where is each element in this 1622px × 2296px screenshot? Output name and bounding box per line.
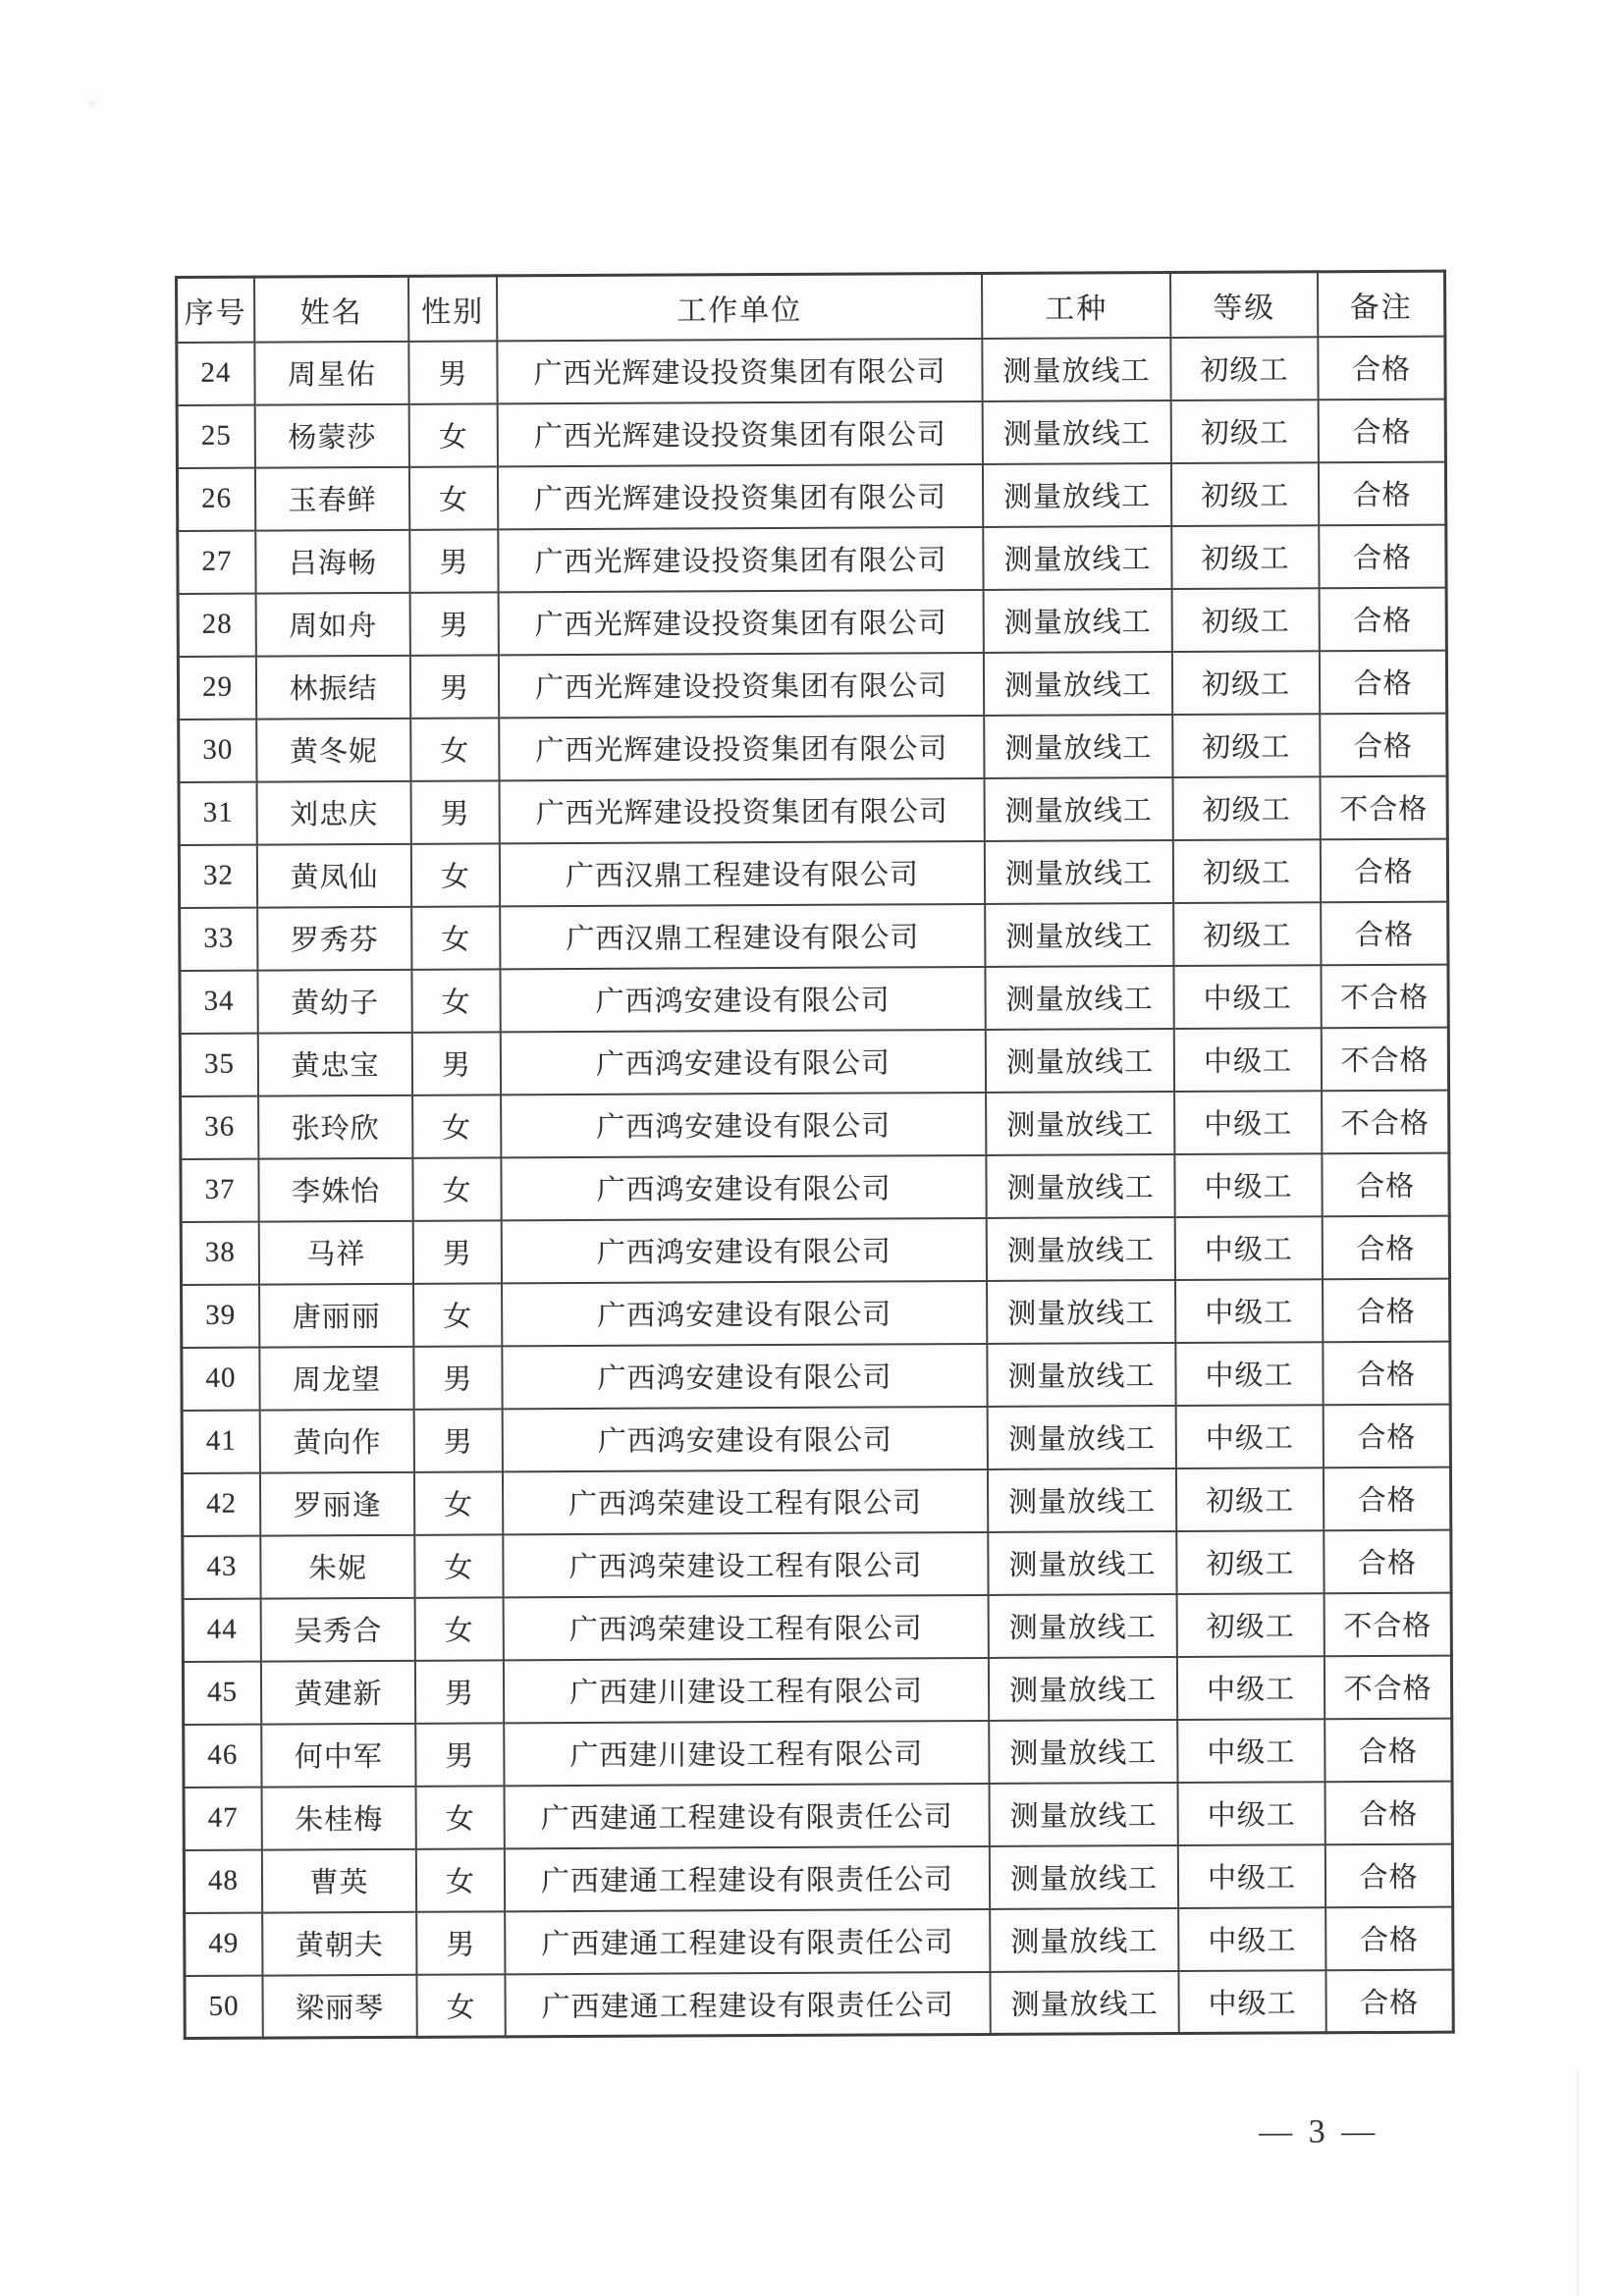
column-header-company: 工作单位 <box>497 273 982 340</box>
cell-level: 初级工 <box>1176 1530 1324 1594</box>
cell-no: 39 <box>182 1284 260 1347</box>
cell-gender: 女 <box>413 1283 502 1346</box>
table-row <box>184 1718 1452 1787</box>
table-row <box>183 1655 1451 1724</box>
cell-trade: 测量放线工 <box>989 1720 1177 1784</box>
cell-trade: 测量放线工 <box>990 1845 1178 1909</box>
cell-level: 中级工 <box>1174 1153 1322 1217</box>
cell-gender: 女 <box>416 1974 505 2037</box>
cell-no: 40 <box>182 1347 260 1410</box>
cell-remark: 合格 <box>1325 1906 1453 1970</box>
cell-trade: 测量放线工 <box>987 1280 1175 1344</box>
cell-trade: 测量放线工 <box>982 338 1170 401</box>
cell-no: 44 <box>183 1598 261 1661</box>
cell-company: 广西建通工程建设有限责任公司 <box>505 1845 990 1910</box>
table-row <box>182 1278 1450 1347</box>
cell-name: 曹英 <box>262 1848 416 1912</box>
column-header-no: 序号 <box>177 277 255 342</box>
cell-name: 黄向作 <box>260 1409 414 1472</box>
cell-level: 初级工 <box>1172 651 1320 715</box>
column-header-remark: 备注 <box>1318 271 1445 337</box>
cell-remark: 不合格 <box>1321 964 1448 1028</box>
cell-no: 31 <box>179 781 257 844</box>
cell-company: 广西鸿安建设有限公司 <box>501 1029 986 1094</box>
cell-level: 初级工 <box>1173 776 1321 840</box>
cell-no: 41 <box>182 1410 260 1472</box>
cell-trade: 测量放线工 <box>986 1029 1174 1093</box>
cell-gender: 男 <box>410 592 499 655</box>
cell-no: 37 <box>181 1158 259 1221</box>
cell-remark: 合格 <box>1325 1781 1453 1844</box>
cell-no: 26 <box>177 467 255 530</box>
cell-level: 初级工 <box>1172 714 1320 777</box>
cell-name: 玉春鲜 <box>255 466 409 530</box>
cell-gender: 女 <box>409 466 498 529</box>
cell-name: 朱桂梅 <box>262 1786 416 1849</box>
cell-trade: 测量放线工 <box>989 1657 1177 1721</box>
cell-name: 杨蒙莎 <box>255 403 409 467</box>
cell-name: 周星佑 <box>254 341 408 404</box>
table-header <box>177 271 1445 342</box>
cell-no: 29 <box>178 656 256 719</box>
cell-remark: 合格 <box>1323 1278 1450 1342</box>
cell-name: 黄忠宝 <box>258 1032 412 1095</box>
certification-results-table <box>175 270 1455 2040</box>
cell-company: 广西建川建设工程有限公司 <box>504 1657 989 1722</box>
cell-remark: 合格 <box>1324 1467 1451 1530</box>
cell-remark: 合格 <box>1324 1404 1451 1468</box>
cell-name: 黄建新 <box>261 1660 415 1724</box>
cell-level: 初级工 <box>1172 588 1320 652</box>
cell-name: 罗丽逢 <box>260 1471 414 1535</box>
cell-trade: 测量放线工 <box>985 966 1173 1030</box>
cell-level: 初级工 <box>1171 462 1319 526</box>
table-row <box>181 1152 1449 1221</box>
cell-level: 初级工 <box>1177 1593 1325 1657</box>
cell-remark: 合格 <box>1320 587 1447 651</box>
cell-no: 45 <box>183 1661 261 1724</box>
cell-company: 广西光辉建设投资集团有限公司 <box>499 652 984 717</box>
table-row <box>179 775 1447 844</box>
cell-level: 初级工 <box>1171 525 1319 589</box>
cell-level: 中级工 <box>1174 1028 1322 1092</box>
cell-gender: 女 <box>412 1157 501 1220</box>
scan-line-artifact <box>1577 2069 1579 2296</box>
cell-name: 周如舟 <box>256 592 410 656</box>
scan-smudge-artifact <box>86 99 98 108</box>
cell-name: 黄凤仙 <box>257 843 411 907</box>
cell-level: 中级工 <box>1178 1844 1325 1908</box>
cell-trade: 测量放线工 <box>985 903 1173 967</box>
table-row <box>182 1404 1450 1472</box>
cell-name: 刘忠庆 <box>257 780 411 844</box>
cell-remark: 合格 <box>1322 1152 1449 1216</box>
cell-remark: 合格 <box>1323 1341 1450 1405</box>
cell-remark: 合格 <box>1325 1843 1453 1907</box>
table-row <box>180 964 1448 1033</box>
cell-remark: 合格 <box>1319 524 1446 588</box>
cell-gender: 女 <box>414 1534 503 1597</box>
cell-gender: 女 <box>416 1786 505 1848</box>
cell-remark: 合格 <box>1320 650 1447 714</box>
cell-trade: 测量放线工 <box>987 1343 1175 1407</box>
cell-remark: 合格 <box>1320 713 1447 776</box>
table-row <box>184 1781 1452 1849</box>
cell-company: 广西鸿荣建设工程有限公司 <box>504 1594 989 1659</box>
table-row <box>181 1090 1449 1158</box>
cell-name: 张玲欣 <box>258 1095 412 1158</box>
cell-no: 50 <box>185 1975 263 2038</box>
cell-no: 43 <box>183 1535 261 1598</box>
cell-trade: 测量放线工 <box>983 526 1171 590</box>
cell-gender: 男 <box>412 1032 501 1095</box>
table-row <box>181 1215 1449 1284</box>
cell-trade: 测量放线工 <box>990 1783 1178 1846</box>
table-row <box>178 650 1446 719</box>
table-row <box>183 1529 1451 1598</box>
cell-trade: 测量放线工 <box>986 1092 1174 1155</box>
cell-name: 李姝怡 <box>258 1157 412 1221</box>
cell-gender: 女 <box>416 1848 505 1911</box>
cell-level: 中级工 <box>1178 1907 1325 1971</box>
cell-gender: 男 <box>413 1346 502 1409</box>
cell-gender: 女 <box>411 843 500 906</box>
cell-gender: 男 <box>411 780 500 843</box>
page-number: — 3 — <box>1259 2113 1379 2151</box>
cell-trade: 测量放线工 <box>988 1406 1176 1469</box>
cell-gender: 女 <box>411 969 500 1032</box>
cell-remark: 不合格 <box>1322 1090 1449 1153</box>
cell-no: 32 <box>179 844 257 907</box>
table-row <box>179 713 1447 781</box>
cell-company: 广西建通工程建设有限责任公司 <box>505 1971 990 2036</box>
cell-name: 罗秀芬 <box>257 906 411 970</box>
cell-no: 30 <box>179 719 257 781</box>
cell-no: 38 <box>181 1221 259 1284</box>
cell-gender: 女 <box>411 906 500 969</box>
table-header-row <box>177 271 1445 342</box>
cell-name: 黄冬妮 <box>256 718 410 781</box>
cell-trade: 测量放线工 <box>987 1217 1175 1281</box>
cell-name: 马祥 <box>259 1220 413 1284</box>
cell-gender: 女 <box>414 1471 503 1534</box>
cell-trade: 测量放线工 <box>986 1154 1174 1218</box>
cell-level: 初级工 <box>1173 902 1321 966</box>
cell-no: 28 <box>178 593 256 656</box>
cell-no: 35 <box>180 1033 258 1095</box>
cell-trade: 测量放线工 <box>984 652 1172 716</box>
cell-gender: 女 <box>412 1095 501 1157</box>
cell-company: 广西鸿安建设有限公司 <box>500 966 985 1031</box>
cell-name: 黄朝夫 <box>262 1911 416 1975</box>
cell-level: 中级工 <box>1176 1405 1324 1468</box>
cell-trade: 测量放线工 <box>983 463 1171 527</box>
cell-remark: 合格 <box>1323 1215 1450 1279</box>
cell-gender: 女 <box>409 403 498 466</box>
cell-level: 初级工 <box>1171 400 1319 463</box>
cell-name: 周龙望 <box>259 1346 413 1410</box>
cell-gender: 男 <box>415 1723 504 1786</box>
cell-trade: 测量放线工 <box>983 400 1171 464</box>
cell-no: 49 <box>185 1912 263 1975</box>
cell-remark: 不合格 <box>1321 775 1448 839</box>
cell-company: 广西光辉建设投资集团有限公司 <box>500 777 985 842</box>
cell-company: 广西鸿荣建设工程有限公司 <box>503 1531 988 1596</box>
table-row <box>185 1906 1453 1975</box>
cell-company: 广西光辉建设投资集团有限公司 <box>499 589 984 654</box>
cell-level: 中级工 <box>1173 965 1321 1029</box>
cell-level: 中级工 <box>1175 1342 1323 1406</box>
table-body <box>177 336 1453 2038</box>
cell-gender: 男 <box>415 1660 504 1723</box>
cell-company: 广西鸿安建设有限公司 <box>503 1406 988 1470</box>
cell-company: 广西建通工程建设有限责任公司 <box>505 1783 990 1847</box>
cell-company: 广西光辉建设投资集团有限公司 <box>497 338 982 402</box>
cell-no: 46 <box>184 1724 262 1787</box>
table-row <box>180 901 1448 970</box>
cell-level: 中级工 <box>1177 1656 1325 1720</box>
cell-level: 中级工 <box>1177 1719 1325 1783</box>
cell-trade: 测量放线工 <box>984 715 1172 778</box>
cell-company: 广西鸿安建设有限公司 <box>502 1217 987 1282</box>
cell-name: 黄幼子 <box>257 969 411 1033</box>
table-row <box>182 1341 1450 1410</box>
table-row <box>178 524 1446 593</box>
table-row <box>183 1592 1451 1661</box>
cell-name: 唐丽丽 <box>259 1283 413 1347</box>
cell-trade: 测量放线工 <box>988 1468 1176 1532</box>
cell-name: 何中军 <box>261 1723 415 1787</box>
cell-level: 中级工 <box>1178 1970 1325 2034</box>
cell-gender: 女 <box>415 1597 504 1660</box>
cell-company: 广西汉鼎工程建设有限公司 <box>500 903 985 968</box>
cell-remark: 不合格 <box>1325 1655 1452 1719</box>
cell-company: 广西建通工程建设有限责任公司 <box>505 1908 990 1973</box>
cell-remark: 合格 <box>1319 461 1446 525</box>
column-header-name: 姓名 <box>254 276 408 342</box>
cell-remark: 不合格 <box>1325 1592 1452 1656</box>
cell-remark: 合格 <box>1325 1969 1453 2033</box>
cell-company: 广西光辉建设投资集团有限公司 <box>499 715 984 779</box>
table-row <box>177 336 1445 404</box>
cell-remark: 合格 <box>1321 901 1448 965</box>
table-row <box>185 1969 1453 2038</box>
cell-level: 初级工 <box>1170 337 1318 400</box>
cell-gender: 男 <box>413 1220 502 1283</box>
cell-company: 广西鸿安建设有限公司 <box>502 1280 987 1345</box>
column-header-level: 等级 <box>1170 272 1318 338</box>
cell-gender: 男 <box>408 341 497 403</box>
cell-trade: 测量放线工 <box>984 589 1172 653</box>
cell-remark: 合格 <box>1318 336 1445 400</box>
cell-gender: 男 <box>416 1911 505 1974</box>
cell-remark: 合格 <box>1324 1529 1451 1593</box>
cell-name: 梁丽琴 <box>262 1974 416 2038</box>
table-row <box>177 399 1445 467</box>
scan-content <box>175 270 1440 2151</box>
cell-remark: 不合格 <box>1322 1027 1449 1091</box>
cell-company: 广西光辉建设投资集团有限公司 <box>498 526 983 591</box>
cell-level: 中级工 <box>1175 1279 1323 1343</box>
cell-gender: 女 <box>410 718 499 780</box>
cell-company: 广西光辉建设投资集团有限公司 <box>498 463 983 528</box>
cell-no: 42 <box>182 1472 260 1535</box>
table-row <box>179 838 1447 907</box>
cell-trade: 测量放线工 <box>990 1971 1178 2035</box>
cell-name: 朱妮 <box>260 1534 414 1598</box>
cell-level: 初级工 <box>1173 839 1321 903</box>
table-row <box>178 587 1446 656</box>
table-row <box>184 1843 1452 1912</box>
cell-no: 34 <box>180 970 258 1033</box>
table-row <box>180 1027 1448 1095</box>
cell-level: 中级工 <box>1175 1216 1323 1280</box>
cell-trade: 测量放线工 <box>990 1908 1178 1972</box>
cell-remark: 合格 <box>1321 838 1448 902</box>
cell-company: 广西鸿安建设有限公司 <box>502 1343 987 1408</box>
cell-level: 初级工 <box>1176 1468 1324 1531</box>
cell-name: 林振结 <box>256 655 410 719</box>
table-row <box>182 1467 1450 1535</box>
cell-company: 广西建川建设工程有限公司 <box>504 1720 989 1785</box>
cell-no: 27 <box>178 530 256 593</box>
cell-name: 吴秀合 <box>261 1597 415 1661</box>
cell-remark: 合格 <box>1319 399 1446 462</box>
cell-company: 广西汉鼎工程建设有限公司 <box>500 840 985 905</box>
cell-remark: 合格 <box>1325 1718 1452 1782</box>
cell-no: 24 <box>177 342 255 404</box>
table-row <box>177 461 1445 530</box>
cell-company: 广西鸿安建设有限公司 <box>501 1092 986 1156</box>
cell-gender: 男 <box>414 1409 503 1471</box>
cell-no: 48 <box>184 1849 262 1912</box>
cell-level: 中级工 <box>1178 1782 1325 1845</box>
cell-no: 47 <box>184 1787 262 1849</box>
cell-company: 广西鸿荣建设工程有限公司 <box>503 1468 988 1533</box>
cell-trade: 测量放线工 <box>988 1531 1176 1595</box>
cell-no: 36 <box>181 1095 259 1158</box>
cell-level: 中级工 <box>1174 1091 1322 1154</box>
cell-no: 33 <box>180 907 258 970</box>
cell-trade: 测量放线工 <box>989 1594 1177 1658</box>
cell-name: 吕海畅 <box>255 529 409 593</box>
cell-company: 广西光辉建设投资集团有限公司 <box>498 400 983 465</box>
cell-no: 25 <box>177 404 255 467</box>
column-header-trade: 工种 <box>982 273 1170 339</box>
column-header-gender: 性别 <box>408 276 497 341</box>
cell-company: 广西鸿安建设有限公司 <box>501 1154 986 1219</box>
cell-gender: 男 <box>409 529 498 592</box>
cell-trade: 测量放线工 <box>985 840 1173 904</box>
cell-trade: 测量放线工 <box>985 777 1173 841</box>
cell-gender: 男 <box>410 655 499 718</box>
